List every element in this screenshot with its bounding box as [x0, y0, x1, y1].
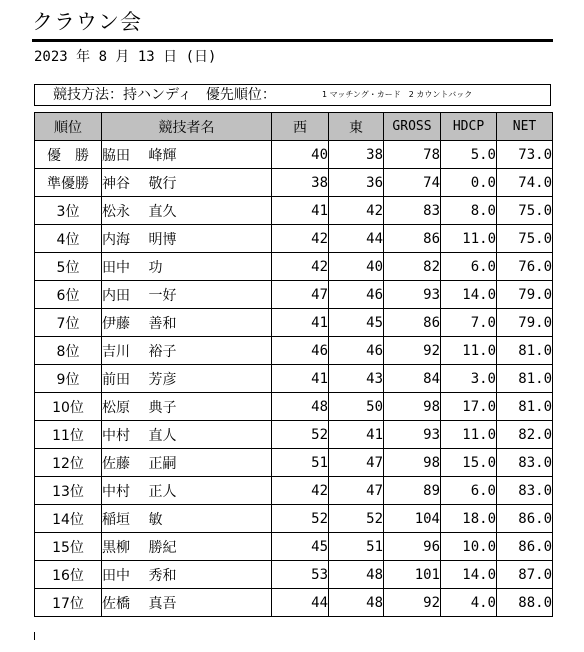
- player-name-cell: 松原 典子: [102, 393, 272, 421]
- in-score-cell: 50: [329, 393, 384, 421]
- gross-score-cell: 82: [384, 253, 441, 281]
- rank-cell: 8位: [35, 337, 102, 365]
- net-score-cell: 79.0: [497, 281, 553, 309]
- out-score-cell: 48: [272, 393, 329, 421]
- handicap-cell: 5.0: [441, 141, 497, 169]
- title-underline: [32, 39, 553, 42]
- out-score-cell: 41: [272, 309, 329, 337]
- gross-score-cell: 83: [384, 197, 441, 225]
- handicap-cell: 11.0: [441, 225, 497, 253]
- in-score-cell: 47: [329, 449, 384, 477]
- page-title: クラウン会: [32, 10, 142, 34]
- rank-cell: 11位: [35, 421, 102, 449]
- player-name-cell: 佐藤 正嗣: [102, 449, 272, 477]
- net-score-cell: 83.0: [497, 449, 553, 477]
- rank-cell: 14位: [35, 505, 102, 533]
- net-score-cell: 81.0: [497, 393, 553, 421]
- out-score-cell: 41: [272, 365, 329, 393]
- gross-score-cell: 93: [384, 281, 441, 309]
- player-name-cell: 田中 秀和: [102, 561, 272, 589]
- table-row: [35, 337, 553, 365]
- net-score-cell: 83.0: [497, 477, 553, 505]
- gross-score-cell: 98: [384, 393, 441, 421]
- col-name-header: 競技者名: [102, 113, 272, 141]
- in-score-cell: 46: [329, 337, 384, 365]
- rank-cell: 7位: [35, 309, 102, 337]
- out-score-cell: 52: [272, 421, 329, 449]
- handicap-cell: 4.0: [441, 589, 497, 617]
- in-score-cell: 47: [329, 477, 384, 505]
- handicap-cell: 15.0: [441, 449, 497, 477]
- in-score-cell: 41: [329, 421, 384, 449]
- net-score-cell: 88.0: [497, 589, 553, 617]
- handicap-cell: 10.0: [441, 533, 497, 561]
- net-score-cell: 75.0: [497, 225, 553, 253]
- table-row: [35, 197, 553, 225]
- rank-cell: 9位: [35, 365, 102, 393]
- out-score-cell: 46: [272, 337, 329, 365]
- in-score-cell: 45: [329, 309, 384, 337]
- net-score-cell: 74.0: [497, 169, 553, 197]
- handicap-cell: 14.0: [441, 561, 497, 589]
- gross-score-cell: 92: [384, 589, 441, 617]
- gross-score-cell: 104: [384, 505, 441, 533]
- net-score-cell: 82.0: [497, 421, 553, 449]
- col-gross-header: GROSS: [384, 113, 441, 141]
- rank-cell: 準優勝: [35, 169, 102, 197]
- rank-cell: 16位: [35, 561, 102, 589]
- col-in-header: 東: [329, 113, 384, 141]
- player-name-cell: 吉川 裕子: [102, 337, 272, 365]
- table-row: [35, 421, 553, 449]
- rank-cell: 17位: [35, 589, 102, 617]
- player-name-cell: 稲垣 敏: [102, 505, 272, 533]
- net-score-cell: 75.0: [497, 197, 553, 225]
- player-name-cell: 前田 芳彦: [102, 365, 272, 393]
- table-row: [35, 253, 553, 281]
- handicap-cell: 17.0: [441, 393, 497, 421]
- player-name-cell: 伊藤 善和: [102, 309, 272, 337]
- gross-score-cell: 74: [384, 169, 441, 197]
- gross-score-cell: 101: [384, 561, 441, 589]
- in-score-cell: 52: [329, 505, 384, 533]
- in-score-cell: 48: [329, 589, 384, 617]
- col-out-header: 西: [272, 113, 329, 141]
- player-name-cell: 中村 正人: [102, 477, 272, 505]
- handicap-cell: 6.0: [441, 477, 497, 505]
- out-score-cell: 47: [272, 281, 329, 309]
- out-score-cell: 38: [272, 169, 329, 197]
- table-row: [35, 393, 553, 421]
- out-score-cell: 51: [272, 449, 329, 477]
- out-score-cell: 52: [272, 505, 329, 533]
- gross-score-cell: 86: [384, 225, 441, 253]
- net-score-cell: 81.0: [497, 337, 553, 365]
- in-score-cell: 51: [329, 533, 384, 561]
- player-name-cell: 内海 明博: [102, 225, 272, 253]
- out-score-cell: 53: [272, 561, 329, 589]
- player-name-cell: 内田 一好: [102, 281, 272, 309]
- table-row: [35, 225, 553, 253]
- priority-rules: 1 マッチング・カード 2 カウントバック: [322, 90, 473, 99]
- table-row: [35, 141, 553, 169]
- col-hdcp-header: HDCP: [441, 113, 497, 141]
- table-row: [35, 169, 553, 197]
- handicap-cell: 8.0: [441, 197, 497, 225]
- table-row: [35, 589, 553, 617]
- table-row: [35, 505, 553, 533]
- handicap-cell: 18.0: [441, 505, 497, 533]
- gross-score-cell: 86: [384, 309, 441, 337]
- gross-score-cell: 78: [384, 141, 441, 169]
- table-header-row: [35, 113, 553, 141]
- in-score-cell: 36: [329, 169, 384, 197]
- competition-method-label: 競技方法：持ハンディ 優先順位：: [53, 87, 276, 103]
- in-score-cell: 43: [329, 365, 384, 393]
- rank-cell: 3位: [35, 197, 102, 225]
- out-score-cell: 41: [272, 197, 329, 225]
- table-row: [35, 365, 553, 393]
- net-score-cell: 86.0: [497, 505, 553, 533]
- rank-cell: 10位: [35, 393, 102, 421]
- col-net-header: NET: [497, 113, 553, 141]
- handicap-cell: 0.0: [441, 169, 497, 197]
- rank-cell: 4位: [35, 225, 102, 253]
- in-score-cell: 48: [329, 561, 384, 589]
- net-score-cell: 79.0: [497, 309, 553, 337]
- in-score-cell: 46: [329, 281, 384, 309]
- player-name-cell: 佐橋 真吾: [102, 589, 272, 617]
- table-row: [35, 477, 553, 505]
- player-name-cell: 脇田 峰輝: [102, 141, 272, 169]
- col-rank-header: 順位: [35, 113, 102, 141]
- net-score-cell: 73.0: [497, 141, 553, 169]
- out-score-cell: 45: [272, 533, 329, 561]
- handicap-cell: 3.0: [441, 365, 497, 393]
- competition-method-box: [34, 84, 551, 106]
- rank-cell: 6位: [35, 281, 102, 309]
- out-score-cell: 42: [272, 477, 329, 505]
- rank-cell: 優 勝: [35, 141, 102, 169]
- in-score-cell: 42: [329, 197, 384, 225]
- gross-score-cell: 89: [384, 477, 441, 505]
- in-score-cell: 40: [329, 253, 384, 281]
- player-name-cell: 神谷 敬行: [102, 169, 272, 197]
- table-edge-stub: [34, 632, 35, 640]
- out-score-cell: 42: [272, 225, 329, 253]
- results-table: [34, 112, 553, 617]
- rank-cell: 5位: [35, 253, 102, 281]
- event-date: 2023 年 8 月 13 日 (日): [34, 49, 217, 65]
- player-name-cell: 黒柳 勝紀: [102, 533, 272, 561]
- net-score-cell: 86.0: [497, 533, 553, 561]
- gross-score-cell: 96: [384, 533, 441, 561]
- rank-cell: 12位: [35, 449, 102, 477]
- gross-score-cell: 98: [384, 449, 441, 477]
- in-score-cell: 38: [329, 141, 384, 169]
- table-row: [35, 281, 553, 309]
- player-name-cell: 松永 直久: [102, 197, 272, 225]
- gross-score-cell: 93: [384, 421, 441, 449]
- player-name-cell: 田中 功: [102, 253, 272, 281]
- out-score-cell: 40: [272, 141, 329, 169]
- handicap-cell: 6.0: [441, 253, 497, 281]
- net-score-cell: 81.0: [497, 365, 553, 393]
- handicap-cell: 14.0: [441, 281, 497, 309]
- rank-cell: 13位: [35, 477, 102, 505]
- table-row: [35, 309, 553, 337]
- player-name-cell: 中村 直人: [102, 421, 272, 449]
- handicap-cell: 11.0: [441, 421, 497, 449]
- handicap-cell: 7.0: [441, 309, 497, 337]
- net-score-cell: 76.0: [497, 253, 553, 281]
- out-score-cell: 44: [272, 589, 329, 617]
- table-row: [35, 449, 553, 477]
- table-row: [35, 561, 553, 589]
- gross-score-cell: 92: [384, 337, 441, 365]
- out-score-cell: 42: [272, 253, 329, 281]
- in-score-cell: 44: [329, 225, 384, 253]
- rank-cell: 15位: [35, 533, 102, 561]
- table-row: [35, 533, 553, 561]
- gross-score-cell: 84: [384, 365, 441, 393]
- handicap-cell: 11.0: [441, 337, 497, 365]
- net-score-cell: 87.0: [497, 561, 553, 589]
